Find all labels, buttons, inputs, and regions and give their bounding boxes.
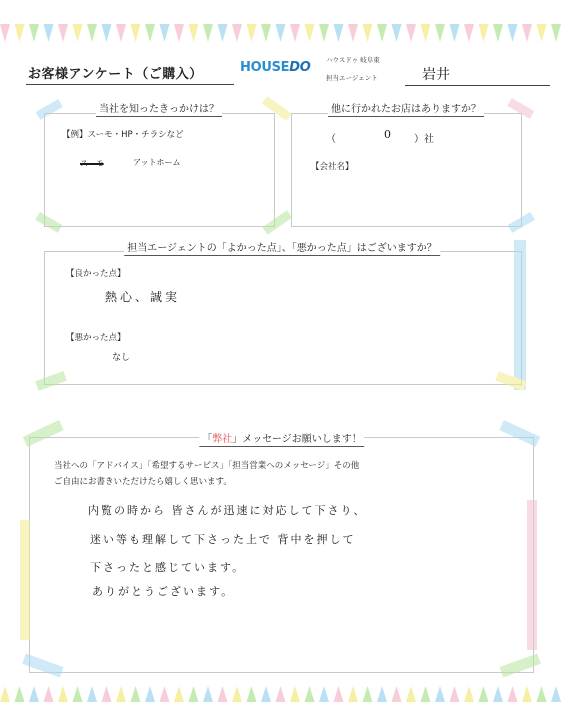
message-instruction-line2: ご自由にお書きいただけたら嬉しく思います。 <box>54 477 232 487</box>
company-name-label: 【会社名】 <box>311 162 354 172</box>
section4-title <box>199 430 364 445</box>
store-count-open: （ <box>326 134 336 145</box>
section3-title <box>124 239 440 254</box>
section4-title-rest: 」メッセージお願いします！ <box>232 434 362 445</box>
section1-struck-text: スーモ <box>80 159 104 168</box>
message-line-1: 内覧の時から 皆さんが迅速に対応して下さり、 <box>88 504 367 517</box>
section3-title-text: 担当エージェントの「よかった点」、「悪かった点」はございますか？ <box>127 243 437 254</box>
section1-answer: アットホーム <box>133 158 181 167</box>
good-points-label: 【良かった点】 <box>66 269 126 279</box>
logo-do-text: DO <box>289 60 311 75</box>
bottom-bunting-decoration <box>0 678 561 704</box>
bad-points-label: 【悪かった点】 <box>66 333 126 343</box>
section2-title-text: 他に行かれたお店はありますか？ <box>331 104 481 115</box>
section4-title-open: 「 <box>202 434 213 445</box>
section1-example: 【例】スーモ・HP・チラシなど <box>62 130 184 140</box>
section2-title <box>328 100 484 115</box>
bad-points-answer: なし <box>112 353 131 363</box>
message-line-3: 下さったと感じています。 <box>90 561 246 574</box>
section1-struck-answer <box>80 158 104 169</box>
section1-title-text: 当社を知ったきっかけは？ <box>99 104 219 115</box>
message-line-4: ありがとうございます。 <box>92 585 235 598</box>
store-count-close: ）社 <box>414 134 434 145</box>
agent-name-handwritten: 岩井 <box>422 67 450 83</box>
survey-title: お客様アンケート（ご購入） <box>28 67 203 82</box>
store-count-value: 0 <box>384 128 391 141</box>
logo-house-text: HOUSE <box>240 60 290 75</box>
message-instruction-line1: 当社への「アドバイス」「希望するサービス」「担当営業へのメッセージ」その他 <box>54 461 360 471</box>
message-line-2: 迷い等も理解して下さった上で 背中を押して <box>90 533 356 546</box>
store-name: ハウスドゥ 岐阜東 <box>326 56 380 64</box>
agent-label: 担当エージェント <box>326 74 378 82</box>
section1-title <box>96 100 222 115</box>
section4-title-company: 弊社 <box>212 434 233 445</box>
good-points-answer: 熱心、誠実 <box>105 290 181 304</box>
